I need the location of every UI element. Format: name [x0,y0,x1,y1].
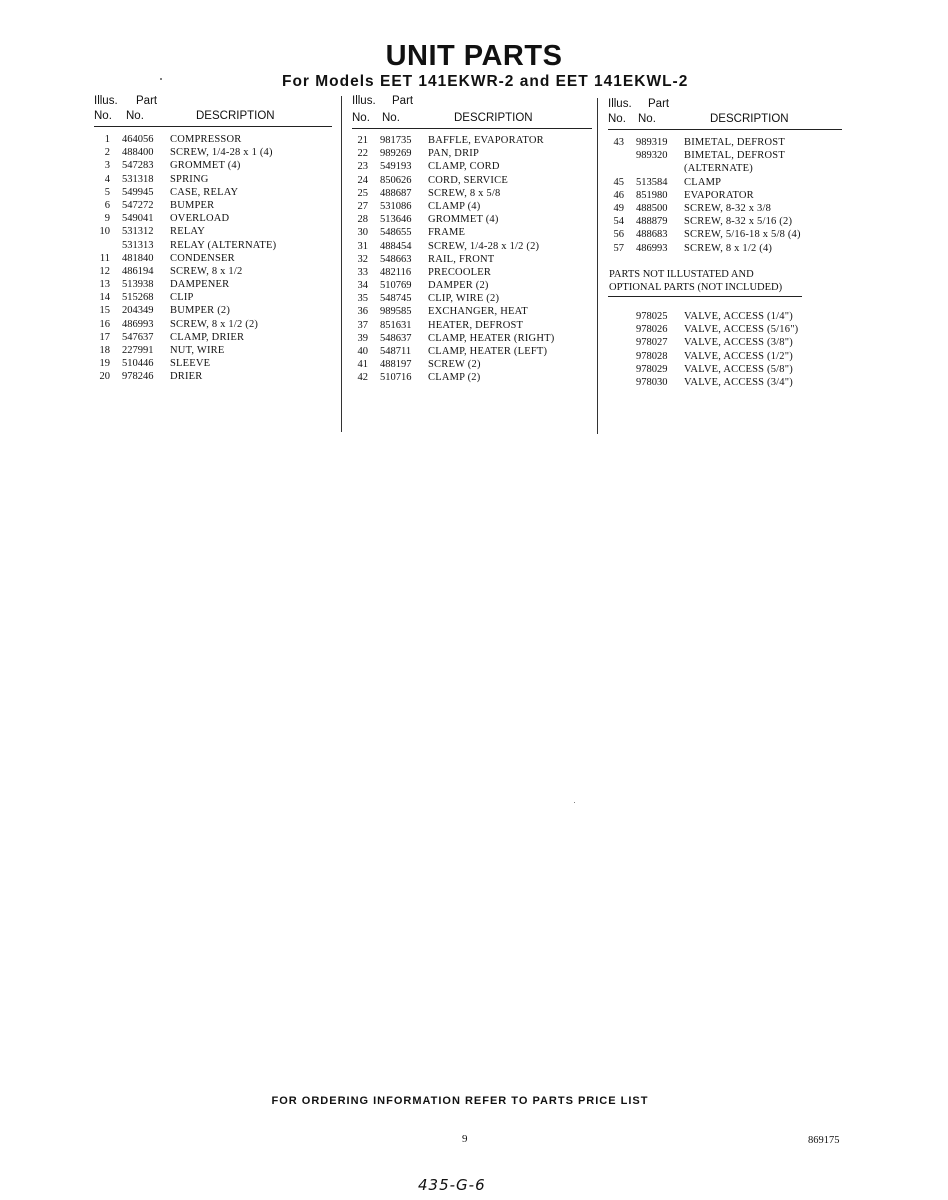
part-description: BUMPER (2) [170,305,231,317]
part-row [608,363,844,376]
page-number: 9 [462,1133,468,1145]
part-row [352,134,592,147]
part-description: SCREW, 8 x 5/8 [428,187,501,199]
part-row [94,186,332,199]
part-row [608,350,844,363]
parts-column-1 [94,95,332,384]
part-description: VALVE, ACCESS (1/4") [684,311,793,322]
part-number: 482116 [380,266,412,278]
illus-number: 6 [104,199,110,211]
part-row [94,318,332,331]
parts-column-3 [608,98,844,255]
part-description: SCREW, 8-32 x 3/8 [684,202,772,214]
part-row [94,133,332,146]
part-number: 531086 [380,200,412,212]
part-number: 989585 [380,306,412,318]
part-number: 850626 [380,174,412,186]
description-label: DESCRIPTION [710,113,789,125]
part-description: CORD, SERVICE [428,174,508,186]
part-description: DRIER [170,371,203,383]
part-description: CLAMP, HEATER (LEFT) [428,346,548,357]
optional-parts-list [608,306,844,389]
part-row [352,305,592,318]
part-number: 548663 [380,253,412,265]
models-subtitle: For Models EET 141EKWR-2 and EET 141EKWL-2 [282,73,689,90]
part-description: VALVE, ACCESS (1/2") [684,350,793,362]
part-description: PAN, DRIP [428,148,480,160]
part-description: SCREW, 8 x 1/2 (4) [684,242,773,254]
part-description: RELAY (ALTERNATE) [170,239,277,251]
part-number: 513938 [122,279,154,291]
part-row [94,173,332,186]
part-number: 510716 [380,372,412,384]
part-row [608,336,844,349]
part-description: RELAY [170,226,206,238]
part-row [608,162,844,175]
illus-number: 43 [613,137,624,148]
part-row [608,376,844,389]
part-row [94,304,332,317]
illus-number: 33 [357,266,368,278]
illus-number: 9 [104,213,110,225]
part-no-label: No. [126,110,144,122]
part-description: CONDENSER [170,252,235,264]
part-number: 481840 [122,252,154,264]
part-row [352,174,592,187]
part-row [608,215,844,228]
part-row [608,202,844,215]
part-number: 488454 [380,240,412,252]
part-description: DAMPENER [170,279,230,291]
part-number: 548745 [380,293,412,305]
part-row [608,189,844,202]
part-row [94,344,332,357]
part-number: 531318 [122,173,154,185]
part-row [94,252,332,265]
part-description: VALVE, ACCESS (5/8") [684,363,793,375]
illus-number: 49 [613,202,624,214]
part-description: CLIP, WIRE (2) [428,293,500,305]
column-header [94,95,332,127]
illus-number: 17 [99,331,110,343]
illus-no-label: No. [608,113,626,125]
part-description: EXCHANGER, HEAT [428,306,528,318]
illus-number: 32 [357,253,368,265]
part-description: CLIP [170,292,194,304]
part-description: CLAMP, CORD [428,161,500,173]
part-number: 978029 [636,363,668,375]
part-description: SPRING [170,173,209,185]
part-description: DAMPER (2) [428,280,489,292]
scan-speck [160,78,162,80]
part-row [608,149,844,162]
illus-number: 30 [357,227,368,239]
part-number: 531313 [122,239,154,251]
part-label: Part [648,98,670,110]
part-number: 513584 [636,176,668,188]
part-number: 488683 [636,229,668,241]
handwritten-note: 435-G-6 [418,1176,486,1194]
part-row [352,240,592,253]
part-number: 486993 [636,242,668,254]
illus-number: 28 [357,214,368,226]
part-description: NUT, WIRE [170,345,225,356]
part-number: 978027 [636,337,668,349]
part-row [608,242,844,255]
part-number: 978028 [636,350,668,362]
part-description: CASE, RELAY [170,186,239,198]
column-header [608,98,844,130]
part-number: 978030 [636,376,668,388]
part-row [352,292,592,305]
part-description: SCREW, 1/4-28 x 1/2 (2) [428,240,540,252]
page-title: UNIT PARTS [385,40,563,72]
part-number: 978026 [636,324,668,336]
illus-number: 37 [357,319,368,331]
illus-number: 12 [99,265,110,277]
part-description: SCREW, 1/4-28 x 1 (4) [170,147,273,159]
part-number: 548637 [380,332,412,344]
illus-number: 22 [357,148,368,160]
part-row [352,160,592,173]
part-number: 548711 [380,346,412,357]
part-number: 486194 [122,265,154,277]
part-description: GROMMET (4) [170,160,241,172]
not-illustrated-note-line-1: PARTS NOT ILLUSTATED AND [609,269,754,280]
part-description: CLAMP (4) [428,200,481,212]
part-description: CLAMP, HEATER (RIGHT) [428,332,555,344]
header-rule [94,126,332,127]
part-description: BIMETAL, DEFROST [684,137,785,148]
part-number: 488197 [380,359,412,371]
part-number: 464056 [122,134,154,145]
illus-label: Illus. [608,98,632,110]
part-description: VALVE, ACCESS (3/8") [684,337,793,349]
illus-number: 54 [613,216,624,228]
part-row [352,213,592,226]
part-description: COMPRESSOR [170,134,242,145]
part-row [352,332,592,345]
part-row [352,200,592,213]
part-number: 488400 [122,147,154,159]
not-illustrated-note-line-2: OPTIONAL PARTS (NOT INCLUDED) [609,282,783,293]
part-row [352,345,592,358]
part-row [352,371,592,384]
illus-number: 14 [99,292,110,304]
illus-number: 56 [613,229,624,241]
part-row [608,136,844,149]
illus-number: 25 [357,187,368,199]
illus-label: Illus. [352,95,376,107]
illus-number: 35 [357,293,368,305]
illus-number: 2 [104,147,110,159]
part-number: 989320 [636,150,668,162]
part-label: Part [136,95,158,107]
illus-number: 19 [99,358,110,370]
note-rule [608,296,802,297]
part-number: 978025 [636,311,668,322]
part-row [352,266,592,279]
description-label: DESCRIPTION [454,112,533,124]
part-row [352,187,592,200]
part-number: 488879 [636,216,668,228]
part-row [352,279,592,292]
illus-number: 20 [99,371,110,383]
part-number: 547272 [122,199,154,211]
part-row [94,239,332,252]
part-row [94,159,332,172]
illus-number: 13 [99,279,110,291]
part-row [94,212,332,225]
illus-no-label: No. [352,112,370,124]
part-number: 989269 [380,148,412,160]
part-number: 548655 [380,227,412,239]
part-number: 978246 [122,371,154,383]
part-row [608,323,844,336]
optional-parts-rows [608,310,844,389]
part-description: OVERLOAD [170,213,230,225]
part-description: GROMMET (4) [428,214,499,226]
parts-list [352,134,592,385]
illus-label: Illus. [94,95,118,107]
part-number: 851980 [636,189,668,201]
part-row [94,291,332,304]
part-description: VALVE, ACCESS (5/16") [684,324,799,336]
part-number: 513646 [380,214,412,226]
part-number: 981735 [380,135,412,146]
part-row [352,226,592,239]
part-number: 510446 [122,358,154,370]
part-description: PRECOOLER [428,266,492,278]
part-number: 549193 [380,161,412,173]
illus-no-label: No. [94,110,112,122]
column-header [352,95,592,127]
part-description: EVAPORATOR [684,189,754,201]
parts-list [608,136,844,255]
part-row [352,147,592,160]
illus-number: 46 [613,189,624,201]
illus-number: 21 [357,135,368,146]
part-description: CLAMP [684,176,722,188]
part-number: 547637 [122,331,154,343]
part-row [94,199,332,212]
scan-speck [574,802,575,803]
illus-number: 16 [99,318,110,330]
part-number: 549945 [122,186,154,198]
part-label: Part [392,95,414,107]
part-number: 515268 [122,292,154,304]
part-description: RAIL, FRONT [428,253,495,265]
part-row [608,310,844,323]
part-row [352,253,592,266]
part-no-label: No. [382,112,400,124]
part-number: 549041 [122,213,154,225]
description-label: DESCRIPTION [196,110,275,122]
part-row [94,225,332,238]
part-number: 531312 [122,226,154,238]
part-no-label: No. [638,113,656,125]
part-description: CLAMP (2) [428,372,481,384]
parts-column-2 [352,95,592,385]
illus-number: 3 [104,160,110,172]
illus-number: 40 [357,346,368,357]
illus-number: 39 [357,332,368,344]
part-description: SLEEVE [170,358,211,370]
ordering-info: FOR ORDERING INFORMATION REFER TO PARTS PRICE LIST [271,1095,649,1107]
document-number: 869175 [808,1135,840,1146]
illus-number: 27 [357,200,368,212]
part-number: 851631 [380,319,412,331]
illus-number: 23 [357,161,368,173]
parts-list [94,133,332,384]
part-number: 488500 [636,202,668,214]
part-row [94,278,332,291]
part-number: 204349 [122,305,154,317]
part-number: 486993 [122,318,154,330]
part-row [352,358,592,371]
part-number: 510769 [380,280,412,292]
part-row [94,265,332,278]
part-number: 547283 [122,160,154,172]
part-row [94,146,332,159]
illus-number: 57 [613,242,624,254]
illus-number: 36 [357,306,368,318]
part-row [608,228,844,241]
part-number: 227991 [122,345,154,356]
illus-number: 45 [613,176,624,188]
part-description: SCREW (2) [428,359,481,371]
illus-number: 15 [99,305,110,317]
part-row [94,370,332,383]
illus-number: 1 [104,134,110,145]
part-description: FRAME [428,227,466,239]
part-number: 488687 [380,187,412,199]
part-description: BIMETAL, DEFROST [684,150,785,162]
illus-number: 41 [357,359,368,371]
part-description: (ALTERNATE) [684,163,753,175]
part-description: CLAMP, DRIER [170,331,245,343]
part-row [608,176,844,189]
illus-number: 11 [99,252,110,264]
header-rule [352,128,592,129]
part-description: BAFFLE, EVAPORATOR [428,135,544,146]
part-description: SCREW, 5/16-18 x 5/8 (4) [684,229,801,241]
illus-number: 42 [357,372,368,384]
part-description: HEATER, DEFROST [428,319,524,331]
part-description: SCREW, 8 x 1/2 (2) [170,318,259,330]
illus-number: 10 [99,226,110,238]
part-description: SCREW, 8 x 1/2 [170,265,243,277]
illus-number: 24 [357,174,368,186]
illus-number: 5 [104,186,110,198]
part-row [94,357,332,370]
part-row [94,331,332,344]
part-description: VALVE, ACCESS (3/4") [684,376,793,388]
part-description: SCREW, 8-32 x 5/16 (2) [684,216,793,228]
header-rule [608,129,842,130]
illus-number: 31 [357,240,368,252]
illus-number: 4 [104,173,110,185]
illus-number: 18 [99,345,110,356]
part-number: 989319 [636,137,668,148]
part-row [352,319,592,332]
illus-number: 34 [357,280,368,292]
column-divider-1 [341,96,342,432]
part-description: BUMPER [170,199,215,211]
column-divider-2 [597,98,598,434]
